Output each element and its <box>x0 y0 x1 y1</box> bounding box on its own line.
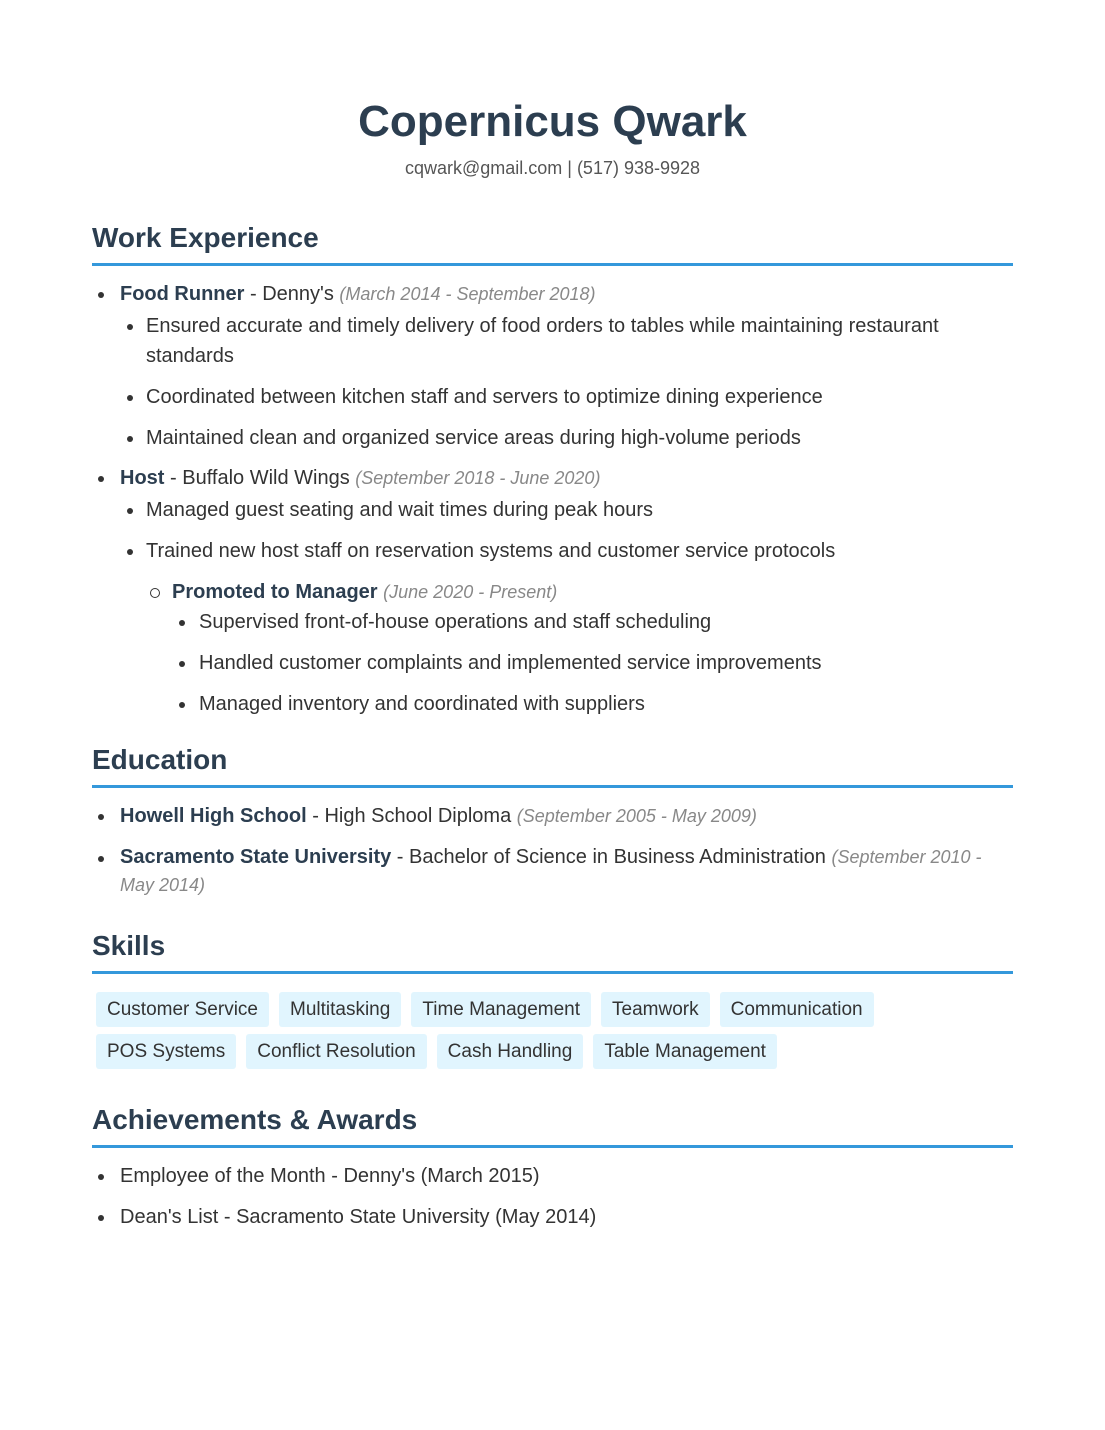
job-company: Denny's <box>262 283 334 305</box>
promotion-list <box>146 577 1013 719</box>
job-role: Host <box>120 467 165 489</box>
section-title-achievements: Achievements & Awards <box>92 1103 1013 1148</box>
skill-tag: Conflict Resolution <box>246 1034 426 1069</box>
job-date: (September 2018 - June 2020) <box>355 468 601 488</box>
contact-info: cqwark@gmail.com | (517) 938-9928 <box>404 158 701 178</box>
school-name: Howell High School <box>120 805 307 827</box>
achievements-list <box>92 1161 1013 1232</box>
skill-tag: Customer Service <box>96 992 269 1027</box>
job-company: Buffalo Wild Wings <box>182 467 350 489</box>
education-section <box>92 743 1013 899</box>
job-item <box>92 463 1013 719</box>
skill-tag: Multitasking <box>279 992 401 1027</box>
education-date: (September 2005 - May 2009) <box>516 806 757 826</box>
skill-tag: Cash Handling <box>437 1034 584 1069</box>
skill-tag: POS Systems <box>96 1034 236 1069</box>
job-separator: - <box>244 283 263 305</box>
job-item <box>92 279 1013 453</box>
duty-item: Managed guest seating and wait times during peak hours <box>120 495 1013 525</box>
job-list <box>92 279 1013 719</box>
education-item <box>92 843 1013 899</box>
candidate-name: Copernicus Qwark <box>358 97 747 146</box>
edu-separator: - <box>391 846 410 868</box>
promotion-role: Promoted to Manager <box>172 581 378 603</box>
duty-item: Managed inventory and coordinated with suppliers <box>172 689 1013 719</box>
education-item <box>92 801 1013 831</box>
duty-item: Ensured accurate and timely delivery of food orders to tables while maintaining restaurant standards <box>120 311 1013 371</box>
edu-separator: - <box>306 805 325 827</box>
job-duties <box>120 311 1013 453</box>
promotion-date: (June 2020 - Present) <box>383 582 558 602</box>
job-role: Food Runner <box>120 283 245 305</box>
duty-item: Supervised front-of-house operations and staff scheduling <box>172 607 1013 637</box>
skills-section <box>92 929 1013 1069</box>
promotion-duties <box>172 607 1013 719</box>
achievements-section <box>92 1103 1013 1232</box>
promotion-item <box>146 577 1013 719</box>
job-separator: - <box>164 467 183 489</box>
duty-item: Maintained clean and organized service areas during high-volume periods <box>120 423 1013 453</box>
skill-tag: Time Management <box>411 992 591 1027</box>
education-date: (September 2010 - May 2014) <box>120 847 982 895</box>
degree: High School Diploma <box>324 805 512 827</box>
duty-item: Handled customer complaints and implemented service improvements <box>172 648 1013 678</box>
skills-tags <box>92 974 1013 1069</box>
school-name: Sacramento State University <box>120 846 392 868</box>
duty-item: Coordinated between kitchen staff and servers to optimize dining experience <box>120 382 1013 412</box>
degree: Bachelor of Science in Business Administration <box>409 846 826 868</box>
job-duties <box>120 495 1013 566</box>
duty-item: Trained new host staff on reservation systems and customer service protocols <box>120 536 1013 566</box>
education-list <box>92 801 1013 899</box>
skill-tag: Teamwork <box>601 992 710 1027</box>
achievement-item: Employee of the Month - Denny's (March 2015) <box>92 1161 1013 1191</box>
skill-tag: Communication <box>720 992 874 1027</box>
resume-header <box>92 0 1013 180</box>
section-title-skills: Skills <box>92 929 1013 974</box>
section-title-education: Education <box>92 743 1013 788</box>
achievement-item: Dean's List - Sacramento State University (May 2014) <box>92 1202 1013 1232</box>
work-experience-section <box>92 221 1013 719</box>
section-title-work: Work Experience <box>92 221 1013 266</box>
job-date: (March 2014 - September 2018) <box>339 284 596 304</box>
skill-tag: Table Management <box>593 1034 777 1069</box>
